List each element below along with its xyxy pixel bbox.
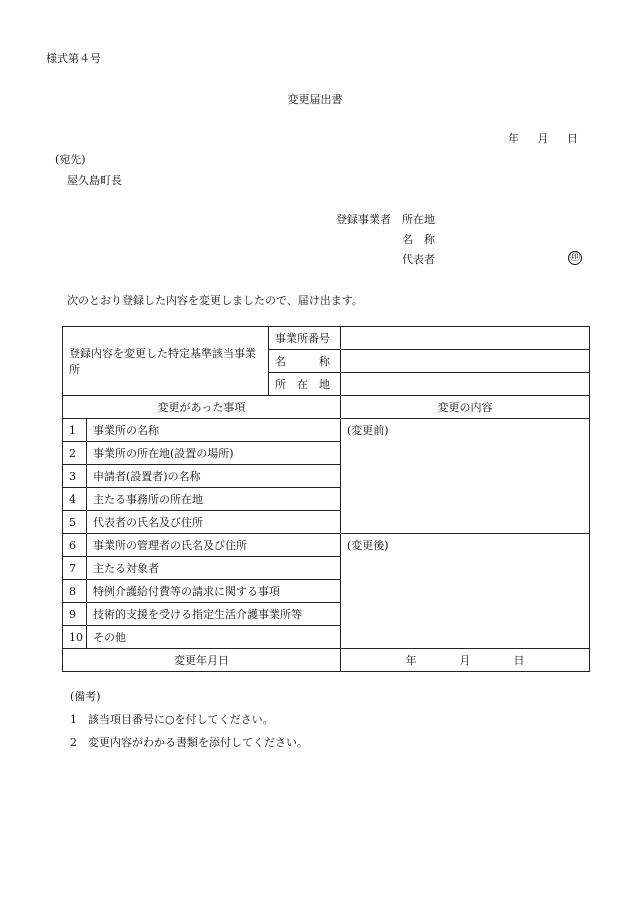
facility-header: 登録内容を変更した特定基準該当事業所 [63, 327, 269, 396]
intro-text: 次のとおり登録した内容を変更しましたので、届け出ます。 [67, 294, 363, 307]
item-label: 事業所の所在地(設置の場所) [87, 442, 341, 465]
registrant-label: 登録事業者 [336, 213, 391, 226]
before-label: (変更前) [347, 424, 389, 437]
item-number: 4 [63, 488, 87, 511]
item-label: その他 [87, 626, 341, 649]
before-change-field[interactable] [341, 419, 590, 534]
item-number: 6 [63, 534, 87, 557]
item-label: 事業所の名称 [87, 419, 341, 442]
facility-address-label: 所 在 地 [269, 373, 341, 396]
facility-name-field[interactable] [341, 350, 590, 373]
date-year-label: 年 [508, 132, 519, 145]
after-label: (変更後) [347, 539, 389, 552]
facility-address-field[interactable] [341, 373, 590, 396]
form-number: 様式第４号 [46, 52, 101, 65]
change-date-year: 年 [405, 654, 417, 667]
addressee-label: (宛先) [55, 153, 86, 166]
item-label: 特例介護給付費等の請求に関する事項 [87, 580, 341, 603]
change-date-day: 日 [513, 654, 525, 667]
note-item [70, 734, 308, 750]
date-day-label: 日 [567, 132, 578, 145]
item-label: 代表者の氏名及び住所 [87, 511, 341, 534]
date-month-label: 月 [537, 132, 549, 145]
item-number: 9 [63, 603, 87, 626]
facility-name-label: 名 称 [269, 350, 341, 373]
change-date-field[interactable] [341, 649, 590, 672]
note-text: 該当項目番号に○を付してください。 [88, 713, 274, 726]
item-label: 主たる事務所の所在地 [87, 488, 341, 511]
item-number: 8 [63, 580, 87, 603]
change-date-month: 月 [459, 654, 471, 667]
registrant-name-label: 名 称 [402, 233, 435, 246]
seal-mark: ㊞ [570, 252, 580, 263]
notes-title: (備考) [70, 690, 101, 703]
note-item [70, 711, 274, 727]
after-change-field[interactable] [341, 534, 590, 649]
addressee-name: 屋久島町長 [67, 174, 122, 187]
change-date-label: 変更年月日 [63, 649, 341, 672]
registrant-address-label: 所在地 [402, 213, 435, 226]
item-label: 主たる対象者 [87, 557, 341, 580]
item-number: 10 [63, 626, 87, 649]
item-number: 3 [63, 465, 87, 488]
note-number: 2 [70, 736, 77, 749]
item-label: 申請者(設置者)の名称 [87, 465, 341, 488]
item-number: 2 [63, 442, 87, 465]
item-label: 事業所の管理者の氏名及び住所 [87, 534, 341, 557]
note-number: 1 [70, 713, 77, 726]
item-number: 7 [63, 557, 87, 580]
item-number: 1 [63, 419, 87, 442]
document-title: 変更届出書 [287, 93, 343, 106]
submission-date [508, 130, 578, 146]
change-content-header: 変更の内容 [341, 396, 590, 419]
change-form-table [62, 326, 590, 672]
facility-number-field[interactable] [341, 327, 590, 350]
facility-number-label: 事業所番号 [269, 327, 341, 350]
item-number: 5 [63, 511, 87, 534]
changed-items-header: 変更があった事項 [63, 396, 341, 419]
note-text: 変更内容がわかる書類を添付してください。 [88, 736, 308, 749]
registrant-rep-label: 代表者 [402, 253, 435, 266]
item-label: 技術的支援を受ける指定生活介護事業所等 [87, 603, 341, 626]
